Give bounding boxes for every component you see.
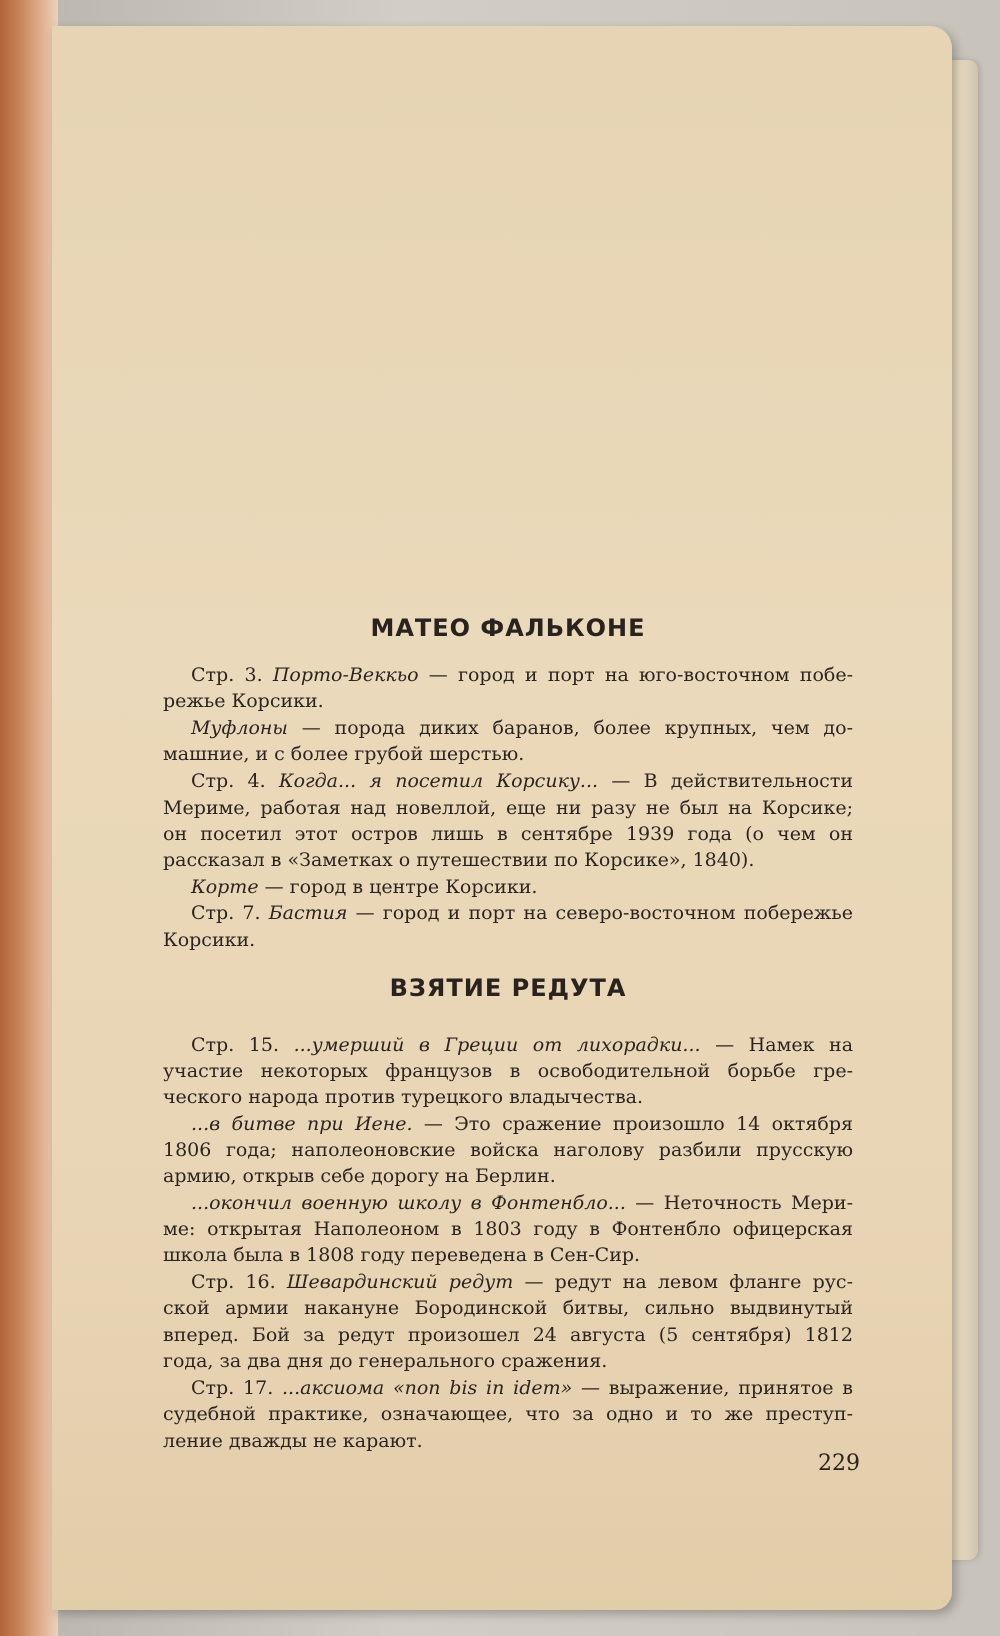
book-page (52, 26, 952, 1610)
note-line: армию, открыв себе дорогу на Берлин. (163, 1165, 556, 1187)
note-line: ческого народа против турецкого владычества. (163, 1086, 644, 1108)
note-line: машние, и с более грубой шерстью. (163, 743, 525, 765)
section-title-mateo-falcone: МАТЕО ФАЛЬКОНЕ (370, 614, 646, 642)
note-line: 1806 года; наполеоновские войска наголову разбили прусскую (163, 1139, 853, 1161)
note-line: Стр. 7. Бастия — город и порт на северо-восточном побережье (191, 902, 853, 924)
page-number: 229 (818, 1451, 860, 1476)
note-line: Мериме, работая над новеллой, еще ни разу не был на Корсике; (163, 797, 853, 819)
note-line: года, за два дня до генерального сражения. (163, 1350, 608, 1372)
note-line: судебной практике, означающее, что за одно и то же преступ- (163, 1403, 853, 1425)
note-line: ...окончил военную школу в Фонтенбло... — Неточность Мери- (191, 1192, 853, 1214)
note-line: участие некоторых французов в освободительной борьбе гре- (163, 1060, 853, 1082)
note-line: Стр. 15. ...умерший в Греции от лихорадки... — Намек на (191, 1034, 853, 1056)
facing-page-edge (0, 0, 58, 1636)
note-line: Стр. 16. Шевардинский редут — редут на левом фланге рус- (191, 1271, 853, 1293)
note-line: школа была в 1808 году переведена в Сен-Сир. (163, 1244, 641, 1266)
note-line: он посетил этот остров лишь в сентябре 1939 года (о чем он (163, 823, 853, 845)
note-line: Стр. 17. ...аксиома «non bis in idem» — выражение, принятое в (191, 1377, 853, 1399)
note-line: Муфлоны — порода диких баранов, более крупных, чем до- (191, 717, 853, 739)
note-line: рассказал в «Заметках о путешествии по Корсике», 1840). (163, 849, 755, 871)
section-title-taking-redoubt: ВЗЯТИЕ РЕДУТА (389, 974, 627, 1002)
note-line: Стр. 4. Когда... я посетил Корсику... — В действительности (191, 770, 853, 792)
note-line: вперед. Бой за редут произошел 24 августа (5 сентября) 1812 (163, 1324, 853, 1346)
note-line: ...в битве при Иене. — Это сражение произошло 14 октября (191, 1113, 853, 1135)
note-line: Корте — город в центре Корсики. (191, 876, 538, 898)
note-line: Корсики. (163, 929, 256, 951)
note-line: Стр. 3. Порто-Веккьо — город и порт на юго-восточном побе- (191, 664, 853, 686)
note-line: ление дважды не карают. (163, 1430, 423, 1452)
note-line: режье Корсики. (163, 690, 324, 712)
note-line: ской армии накануне Бородинской битвы, сильно выдвинутый (163, 1297, 853, 1319)
note-line: ме: открытая Наполеоном в 1803 году в Фонтенбло офицерская (163, 1218, 853, 1240)
